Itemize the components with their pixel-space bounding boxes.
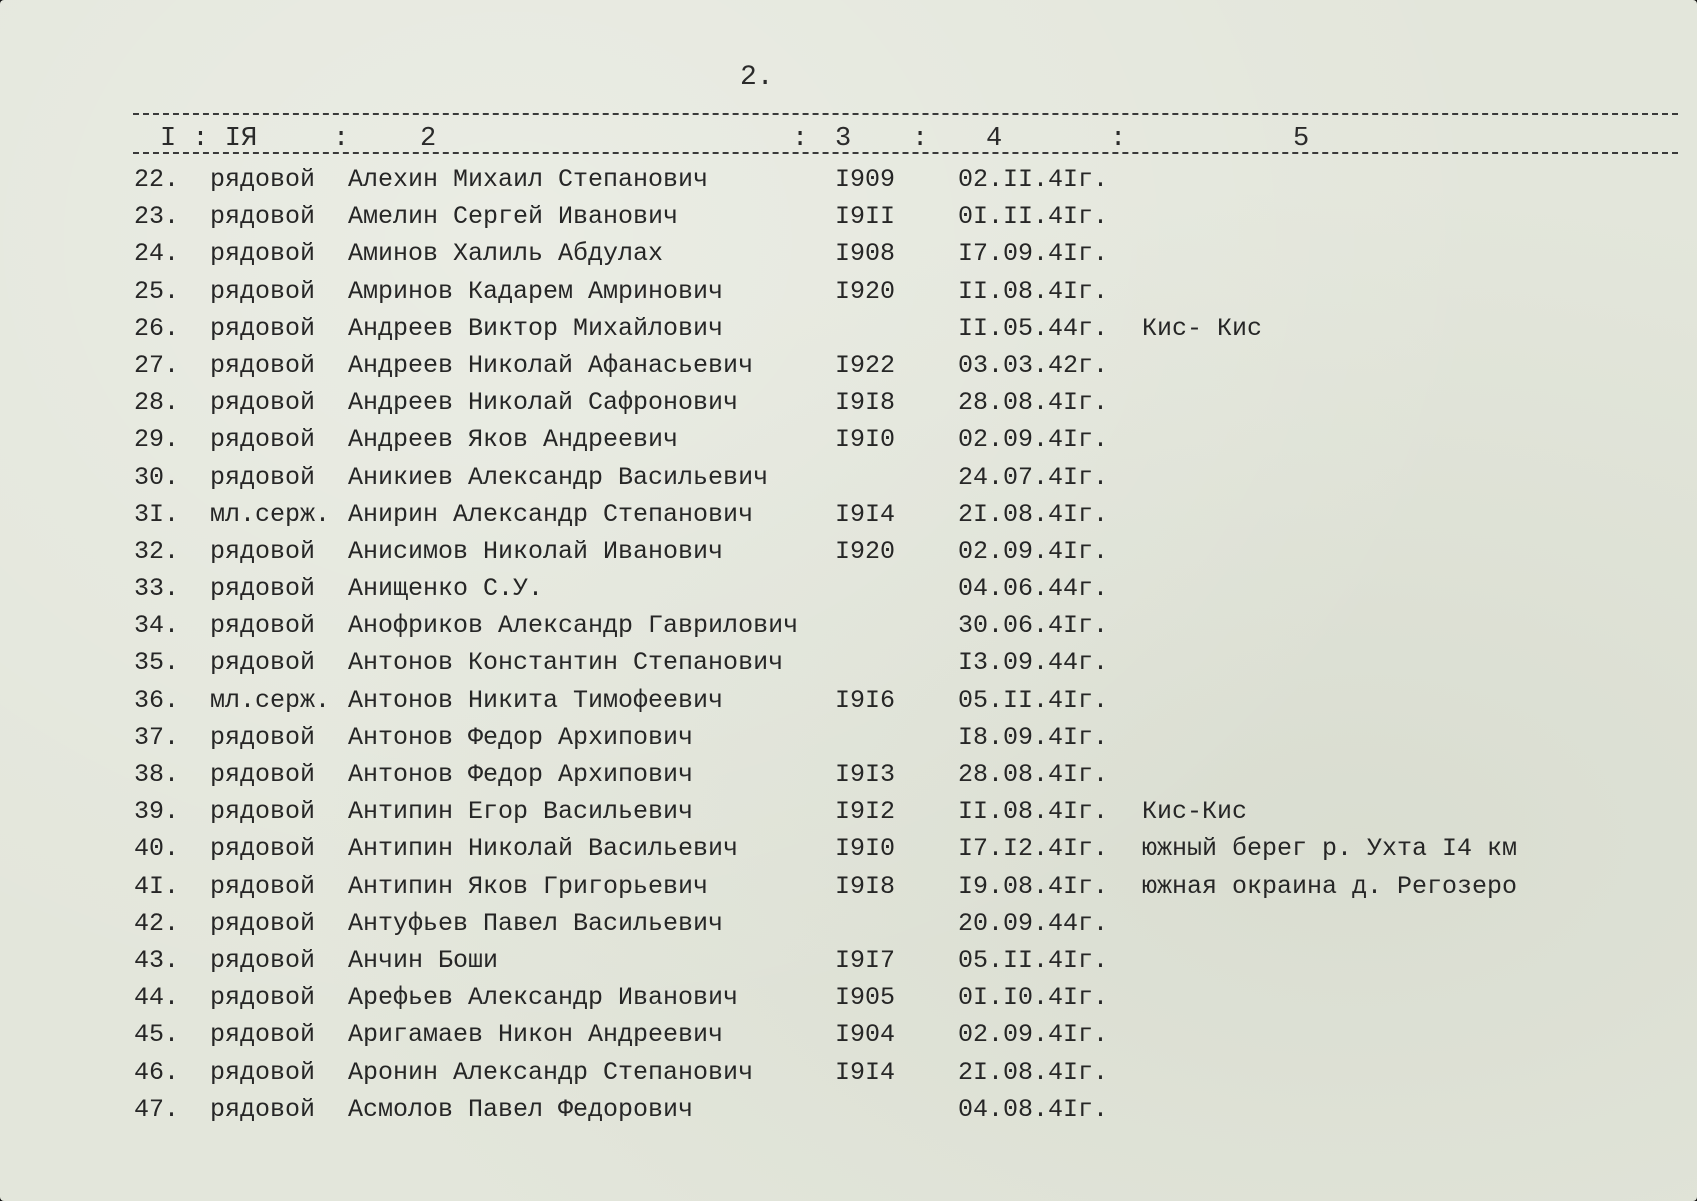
full-name: Антонов Федор Архипович [348, 722, 694, 752]
table-row [0, 533, 1697, 570]
header-col-3: 3 [835, 124, 852, 154]
date: I9.08.4Iг. [958, 871, 1109, 901]
rank: рядовой [210, 425, 316, 455]
header-top-rule [133, 113, 1678, 115]
table-row [0, 644, 1697, 681]
row-number: 24. [134, 239, 180, 269]
row-number: 29. [134, 425, 180, 455]
rank: рядовой [210, 388, 316, 418]
row-number: 32. [134, 536, 180, 566]
rank: рядовой [210, 1094, 316, 1124]
date: 30.06.4Iг. [958, 611, 1109, 641]
rank: мл.серж. [210, 685, 331, 715]
birth-year: I920 [835, 276, 896, 306]
full-name: Анирин Александр Степанович [348, 499, 754, 529]
date: II.08.4Iг. [958, 797, 1109, 827]
full-name: Антонов Федор Архипович [348, 760, 694, 789]
rank: рядовой [210, 574, 316, 604]
table-row [0, 347, 1697, 384]
row-number: 45. [134, 1020, 180, 1050]
full-name: Антонов Никита Тимофеевич [348, 685, 724, 715]
row-number: 25. [134, 276, 180, 306]
full-name: Анчин Боши [348, 945, 499, 975]
date: 02.09.4Iг. [958, 1020, 1109, 1050]
row-number: 47. [134, 1094, 180, 1124]
birth-year: I9I0 [835, 425, 896, 455]
date: 02.09.4Iг. [958, 425, 1109, 455]
row-number: 37. [134, 722, 180, 752]
row-number: 36. [134, 685, 180, 715]
birth-year: I9I2 [835, 797, 896, 827]
birth-year: I9I8 [835, 388, 896, 418]
full-name: Андреев Николай Сафронович [348, 388, 739, 418]
full-name: Асмолов Павел Федорович [348, 1094, 694, 1124]
rank: рядовой [210, 276, 316, 306]
row-number: 46. [134, 1057, 180, 1087]
rank: рядовой [210, 760, 316, 789]
table-row [0, 496, 1697, 533]
full-name: Алехин Михаил Степанович [348, 165, 709, 194]
table-row [0, 1016, 1697, 1053]
rank: рядовой [210, 834, 316, 864]
table-row [0, 235, 1697, 272]
table-row [0, 273, 1697, 310]
date: 2I.08.4Iг. [958, 1057, 1109, 1087]
birth-year: I920 [835, 536, 896, 566]
page-number: 2. [740, 62, 774, 93]
birth-year: I908 [835, 239, 896, 269]
row-number: 38. [134, 760, 180, 789]
full-name: Андреев Николай Афанасьевич [348, 350, 754, 380]
full-name: Амелин Сергей Иванович [348, 202, 679, 232]
full-name: Аригамаев Никон Андреевич [348, 1020, 724, 1050]
header-col-2: 2 [420, 124, 437, 154]
date: 02.09.4Iг. [958, 536, 1109, 566]
table-row [0, 793, 1697, 830]
row-number: 39. [134, 797, 180, 827]
date: 2I.08.4Iг. [958, 499, 1109, 529]
rank: рядовой [210, 239, 316, 269]
header-separator-3: : [912, 124, 929, 154]
date: II.08.4Iг. [958, 276, 1109, 306]
header-col-5: 5 [1293, 124, 1310, 154]
table-row [0, 868, 1697, 905]
table-row [0, 161, 1697, 198]
rank: рядовой [210, 945, 316, 975]
row-number: 30. [134, 462, 180, 492]
date: 05.II.4Iг. [958, 685, 1109, 715]
full-name: Анофриков Александр Гаврилович [348, 611, 799, 641]
table-row [0, 459, 1697, 496]
rank: рядовой [210, 983, 316, 1013]
place: Кис- Кис [1142, 313, 1263, 343]
birth-year: I922 [835, 350, 896, 380]
rank: рядовой [210, 908, 316, 938]
birth-year: I9I7 [835, 945, 896, 975]
row-number: 35. [134, 648, 180, 678]
row-number: 43. [134, 945, 180, 975]
full-name: Антуфьев Павел Васильевич [348, 908, 724, 938]
row-number: 44. [134, 983, 180, 1013]
date: 20.09.44г. [958, 908, 1109, 938]
date: 0I.II.4Iг. [958, 202, 1109, 232]
place: южный берег р. Ухта I4 км [1142, 834, 1518, 864]
table-row [0, 570, 1697, 607]
birth-year: I9I8 [835, 871, 896, 901]
row-number: 23. [134, 202, 180, 232]
full-name: Антипин Яков Григорьевич [348, 871, 709, 901]
date: 04.08.4Iг. [958, 1094, 1109, 1124]
header-col-4: 4 [986, 124, 1003, 154]
rank: мл.серж. [210, 499, 331, 529]
birth-year: I904 [835, 1020, 896, 1050]
date: 05.II.4Iг. [958, 945, 1109, 975]
birth-year: I909 [835, 165, 896, 194]
table-row [0, 942, 1697, 979]
rank: рядовой [210, 1057, 316, 1087]
full-name: Арефьев Александр Иванович [348, 983, 739, 1013]
birth-year: I9I4 [835, 499, 896, 529]
full-name: Аникиев Александр Васильевич [348, 462, 769, 492]
date: I3.09.44г. [958, 648, 1109, 678]
row-number: 33. [134, 574, 180, 604]
date: I7.I2.4Iг. [958, 834, 1109, 864]
date: II.05.44г. [958, 313, 1109, 343]
date: I8.09.4Iг. [958, 722, 1109, 752]
full-name: Аронин Александр Степанович [348, 1057, 754, 1087]
row-number: 3I. [134, 499, 180, 529]
table-row [0, 905, 1697, 942]
row-number: 26. [134, 313, 180, 343]
full-name: Антипин Егор Васильевич [348, 797, 694, 827]
table-row [0, 682, 1697, 719]
rank: рядовой [210, 350, 316, 380]
header-separator-4: : [1110, 124, 1127, 154]
row-number: 40. [134, 834, 180, 864]
birth-year: I9I0 [835, 834, 896, 864]
rank: рядовой [210, 165, 316, 194]
table-row [0, 719, 1697, 756]
table-row [0, 421, 1697, 458]
rank: рядовой [210, 797, 316, 827]
full-name: Аминов Халиль Абдулах [348, 239, 664, 269]
rank: рядовой [210, 202, 316, 232]
date: 04.06.44г. [958, 574, 1109, 604]
header-bottom-rule [133, 152, 1678, 154]
table-row [0, 1054, 1697, 1091]
table-body [0, 161, 1697, 1128]
header-separator-2: : [792, 124, 809, 154]
rank: рядовой [210, 1020, 316, 1050]
table-row [0, 310, 1697, 347]
table-row [0, 830, 1697, 867]
full-name: Андреев Виктор Михайлович [348, 313, 724, 343]
table-row [0, 756, 1697, 793]
table-row [0, 384, 1697, 421]
full-name: Анищенко С.У. [348, 574, 544, 604]
birth-year: I905 [835, 983, 896, 1013]
date: I7.09.4Iг. [958, 239, 1109, 269]
row-number: 4I. [134, 871, 180, 901]
row-number: 42. [134, 908, 180, 938]
row-number: 22. [134, 165, 180, 194]
full-name: Антипин Николай Васильевич [348, 834, 739, 864]
place: Кис-Кис [1142, 797, 1248, 827]
header-col-1: I : IЯ [160, 124, 258, 154]
birth-year: I9I6 [835, 685, 896, 715]
header-separator-1: : [333, 124, 350, 154]
row-number: 27. [134, 350, 180, 380]
table-row [0, 1091, 1697, 1128]
date: 0I.I0.4Iг. [958, 983, 1109, 1013]
date: 02.II.4Iг. [958, 165, 1109, 194]
table-row [0, 198, 1697, 235]
full-name: Антонов Константин Степанович [348, 648, 784, 678]
rank: рядовой [210, 722, 316, 752]
full-name: Амринов Кадарем Амринович [348, 276, 724, 306]
row-number: 34. [134, 611, 180, 641]
place: южная окраина д. Регозеро [1142, 871, 1518, 901]
full-name: Андреев Яков Андреевич [348, 425, 679, 455]
rank: рядовой [210, 313, 316, 343]
rank: рядовой [210, 536, 316, 566]
birth-year: I9I3 [835, 760, 896, 789]
table-row [0, 607, 1697, 644]
date: 24.07.4Iг. [958, 462, 1109, 492]
full-name: Анисимов Николай Иванович [348, 536, 724, 566]
birth-year: I9I4 [835, 1057, 896, 1087]
table-row [0, 979, 1697, 1016]
date: 03.03.42г. [958, 350, 1109, 380]
birth-year: I9II [835, 202, 896, 232]
rank: рядовой [210, 871, 316, 901]
rank: рядовой [210, 462, 316, 492]
date: 28.08.4Iг. [958, 760, 1109, 789]
date: 28.08.4Iг. [958, 388, 1109, 418]
rank: рядовой [210, 611, 316, 641]
row-number: 28. [134, 388, 180, 418]
rank: рядовой [210, 648, 316, 678]
